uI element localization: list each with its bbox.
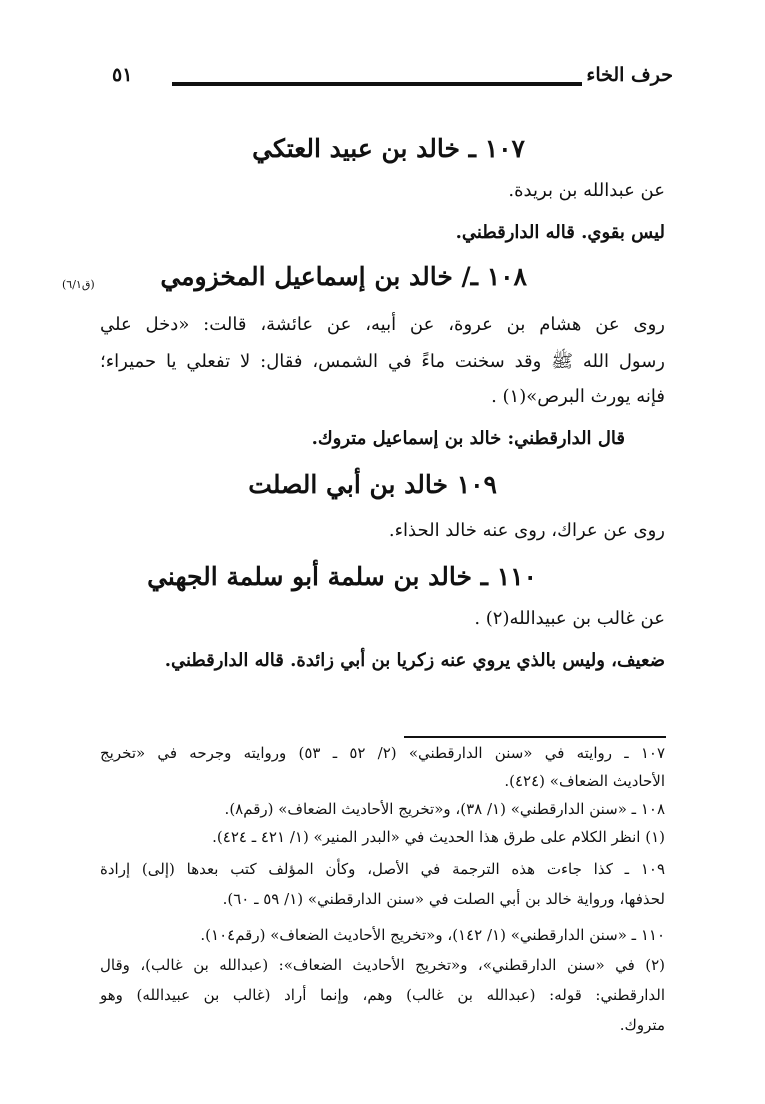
entry-title-109: ١٠٩ خالد بن أبي الصلت xyxy=(248,470,497,499)
header-rule xyxy=(172,82,582,86)
page-number: ٥١ xyxy=(112,64,133,86)
footnote-line: (٢) في «سنن الدارقطني»، و«تخريج الأحاديث الضعاف»: (عبدالله بن غالب)، وقال xyxy=(100,956,665,974)
entry-title-110: ١١٠ ـ خالد بن سلمة أبو سلمة الجهني xyxy=(147,562,537,591)
footnote-line: لحذفها، ورواية خالد بن أبي الصلت في «سنن الدارقطني» (١/ ٥٩ ـ ٦٠). xyxy=(222,890,665,908)
footnote-line: الدارقطني: قوله: (عبدالله بن غالب) وهم، وإنما أراد (غالب بن عبيدالله) وهو xyxy=(100,986,665,1004)
entry-title-108: ١٠٨ ـ/ خالد بن إسماعيل المخزومي xyxy=(160,262,527,291)
footnote-line: متروك. xyxy=(619,1016,665,1034)
footnote-line: (١) انظر الكلام على طرق هذا الحديث في «البدر المنير» (١/ ٤٢١ ـ ٤٢٤). xyxy=(212,828,665,846)
entry-109-line-1: روى عن عراك، روى عنه خالد الحذاء. xyxy=(388,520,665,541)
footnote-line: ١٠٧ ـ روايته في «سنن الدارقطني» (٢/ ٥٢ ـ ٥٣) وروايته وجرحه في «تخريج xyxy=(100,744,665,762)
entry-110-line-1: عن غالب بن عبيدالله(٢) . xyxy=(474,608,665,629)
entry-108-line-4: قال الدارقطني: خالد بن إسماعيل متروك. xyxy=(311,428,625,449)
entry-107-line-2: ليس بقوي. قاله الدارقطني. xyxy=(455,222,665,243)
entry-108-line-2: رسول الله ﷺ وقد سخنت ماءً في الشمس، فقال: لا تفعلي يا حميراء؛ xyxy=(100,351,665,372)
footnote-line: ١١٠ ـ «سنن الدارقطني» (١/ ١٤٢)، و«تخريج الأحاديث الضعاف» (رقم١٠٤). xyxy=(200,926,665,944)
entry-110-line-2: ضعيف، وليس بالذي يروي عنه زكريا بن أبي زائدة. قاله الدارقطني. xyxy=(164,650,665,671)
footnote-line: ١٠٨ ـ «سنن الدارقطني» (١/ ٣٨)، و«تخريج الأحاديث الضعاف» (رقم٨). xyxy=(224,800,665,818)
entry-107-line-1: عن عبدالله بن بريدة. xyxy=(508,180,665,201)
manuscript-folio-note: (ق٦/١) xyxy=(62,278,95,291)
footnote-separator xyxy=(404,736,666,738)
entry-108-line-3: فإنه يورث البرص»(١) . xyxy=(491,386,665,407)
footnote-line: ١٠٩ ـ كذا جاءت هذه الترجمة في الأصل، وكأن المؤلف كتب بعدها (إلى) إرادة xyxy=(100,860,665,878)
entry-108-line-1: روى عن هشام بن عروة، عن أبيه، عن عائشة، قالت: «دخل علي xyxy=(100,314,665,335)
entry-title-107: ١٠٧ ـ خالد بن عبيد العتكي xyxy=(252,134,525,163)
footnote-line: الأحاديث الضعاف» (٤٢٤). xyxy=(504,772,665,790)
running-header-title: حرف الخاء xyxy=(586,64,673,86)
